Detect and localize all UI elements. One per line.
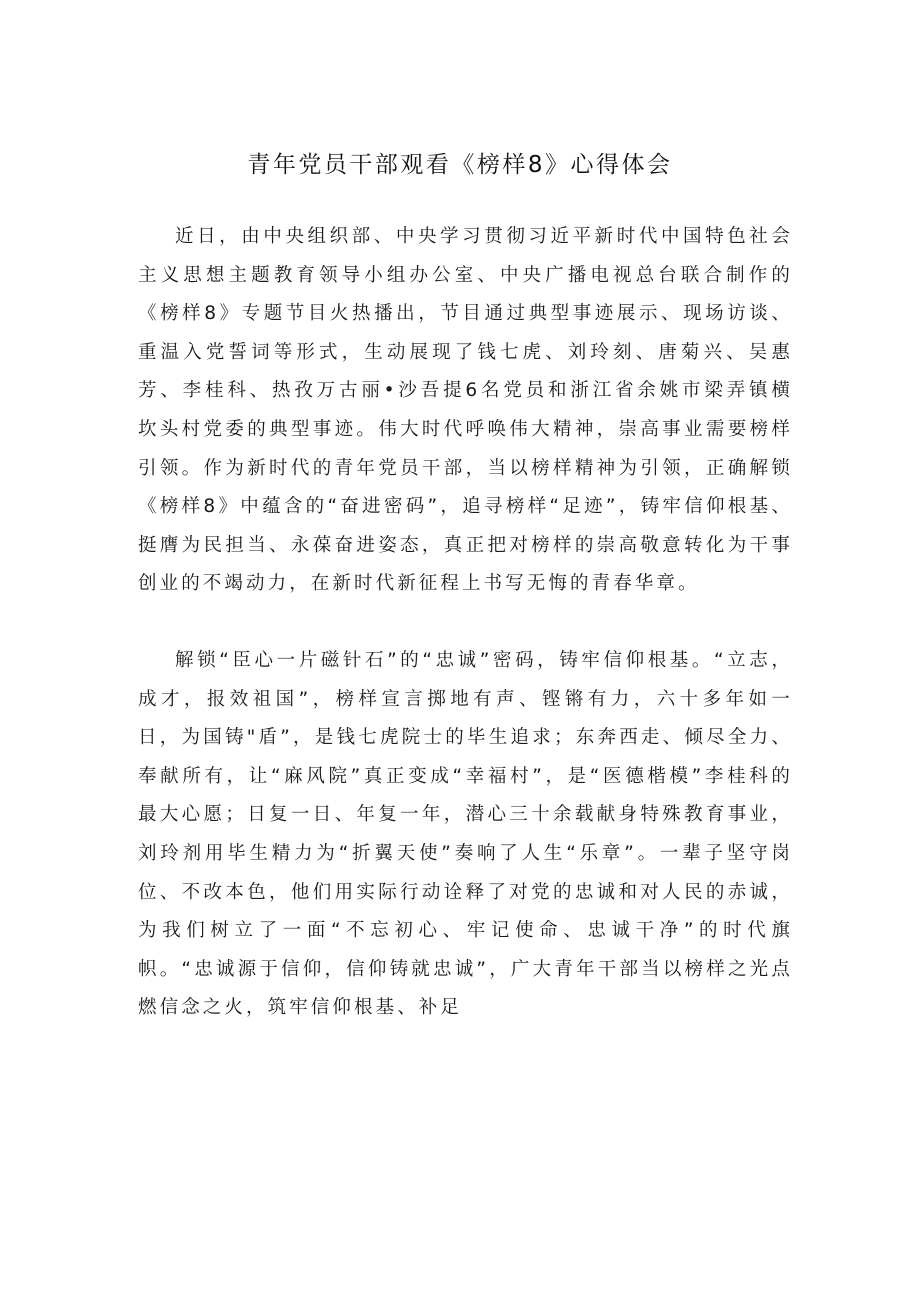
paragraph-loyalty: 解锁“臣心一片磁针石”的“忠诚”密码，铸牢信仰根基。“立志，成才，报效祖国”，榜样宣言掷地有声、铿锵有力，六十多年如一日，为国铸"盾”，是钱七虎院士的毕生追求；东奔西走、倾尽全力、奉献所有，让“麻风院”真正变成“幸福村”，是“医德楷模”李桂科的最大心愿；日复一日、年复一年，潜心三十余载献身特殊教育事业，刘玲剂用毕生精力为“折翼天使”奏响了人生“乐章”。一辈子坚守岗位、不改本色，他们用实际行动诠释了对党的忠诚和对人民的赤诚，为我们树立了一面“不忘初心、牢记使命、忠诚干净”的时代旗帜。“忠诚源于信仰，信仰铸就忠诚”，广大青年干部当以榜样之光点燃信念之火，筑牢信仰根基、补足: [138, 649, 793, 1019]
paragraph-intro: 近日，由中央组织部、中央学习贯彻习近平新时代中国特色社会主义思想主题教育领导小组办公室、中央广播电视总台联合制作的《榜样8》专题节目火热播出，节目通过典型事迹展示、现场访谈、重温入党誓词等形式，生动展现了钱七虎、刘玲刻、唐菊兴、吴惠芳、李桂科、热孜万古丽•沙吾提6名党员和浙江省余姚市梁弄镇横坎头村党委的典型事迹。伟大时代呼唤伟大精神，崇高事业需要榜样引领。作为新时代的青年党员干部，当以榜样精神为引领，正确解锁《榜样8》中蕴含的“奋进密码”，追寻榜样“足迹”，铸牢信仰根基、挺膺为民担当、永葆奋进姿态，真正把对榜样的崇高敬意转化为干事创业的不竭动力，在新时代新征程上书写无悔的青春华章。: [138, 226, 793, 595]
document-body: [138, 218, 793, 1028]
document-title: 青年党员干部观看《榜样8》心得体会: [247, 152, 673, 178]
